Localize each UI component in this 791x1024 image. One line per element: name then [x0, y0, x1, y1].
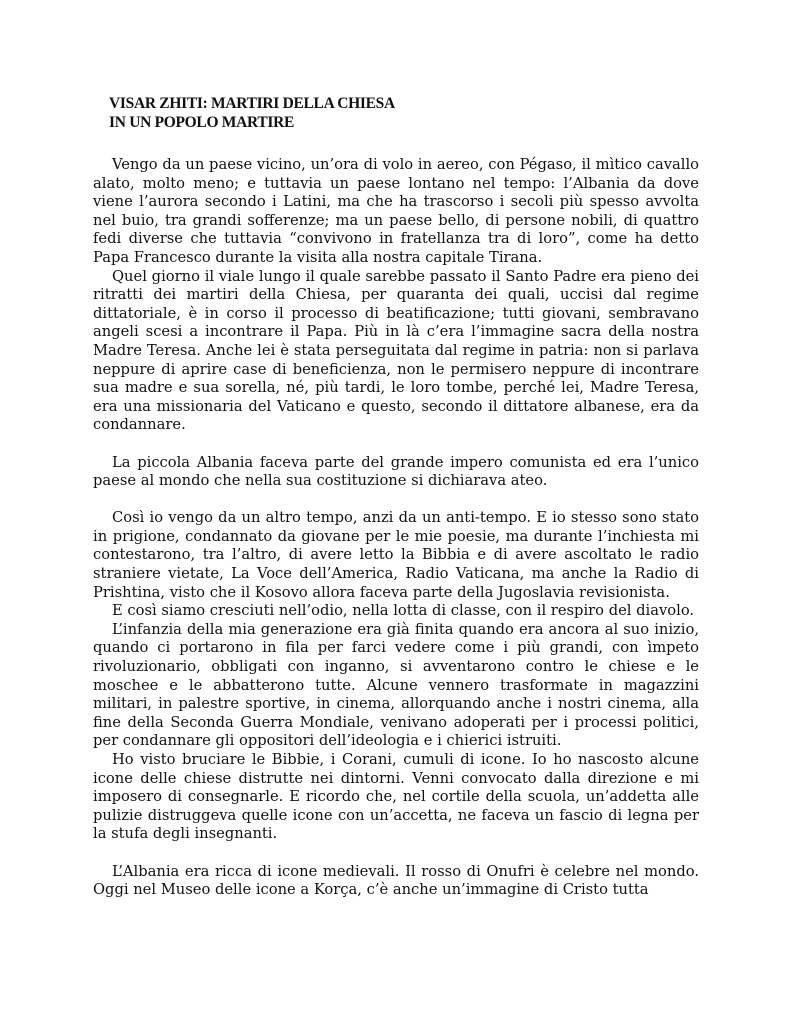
paragraph-4: Così io vengo da un altro tempo, anzi da un anti-tempo. E io stesso sono stato in prigione, condannato da giovane per le mie poesie, ma durante l’inchiesta mi contestarono, tra l’altro, di avere letto la Bibbia e di avere ascoltato le radio straniere vietate, La Voce dell’America, Radio Vaticana, ma anche la Radio di Prishtina, visto che il Kosovo allora faceva parte della Jugoslavia revisionista.: [93, 509, 699, 601]
paragraph-3: La piccola Albania faceva parte del grande impero comunista ed era l’unico paese al mondo che nella sua costituzione si dichiarava ateo.: [93, 453, 699, 490]
paragraph-7: Ho visto bruciare le Bibbie, i Corani, cumuli di icone. Io ho nascosto alcune icone delle chiese distrutte nei dintorni. Venni convocato dalla direzione e mi imposero di consegnarle. E ricordo che, nel cortile della scuola, un’addetta alle pulizie distruggeva quelle icone con un’accetta, ne faceva un fascio di legna per la stufa degli insegnanti.: [93, 751, 699, 843]
paragraph-5: E così siamo cresciuti nell’odio, nella lotta di classe, con il respiro del diavolo.: [112, 602, 695, 620]
document-title: [109, 95, 699, 132]
paragraph-2: Quel giorno il viale lungo il quale sarebbe passato il Santo Padre era pieno dei ritratti dei martiri della Chiesa, per quaranta dei quali, uccisi dal regime dittatoriale, è in corso il processo di beatificazione; tutti giovani, sembravano angeli scesi a incontrare il Papa. Più in là c’era l’immagine sacra della nostra Madre Teresa. Anche lei è stata perseguitata dal regime in patria: non si parlava neppure di aprire case di beneficienza, non le permisero neppure di incontrare sua madre e sua sorella, né, più tardi, le loro tombe, perché lei, Madre Teresa, era una missionaria del Vaticano e questo, secondo il dittatore albanese, era da condannare.: [93, 267, 699, 434]
paragraph-8: L’Albania era ricca di icone medievali. Il rosso di Onufri è celebre nel mondo. Oggi nel Museo delle icone a Korça, c’è anche un’immagine di Cristo tutta: [93, 862, 699, 899]
title-line-1: VISAR ZHITI: MARTIRI DELLA CHIESA: [109, 95, 395, 112]
title-line-2: IN UN POPOLO MARTIRE: [109, 113, 295, 131]
paragraph-1: Vengo da un paese vicino, un’ora di volo in aereo, con Pégaso, il mìtico cavallo alato, molto meno; e tuttavia un paese lontano nel tempo: l’Albania da dove viene l’aurora secondo i Latini, ma che ha trascorso i secoli più spesso avvolta nel buio, tra grandi sofferenze; ma un paese bello, di persone nobili, di quattro fedi diverse che tuttavia “convivono in fratellanza tra di loro”, come ha detto Papa Francesco durante la visita alla nostra capitale Tirana.: [93, 156, 699, 266]
document-page: [93, 95, 699, 900]
paragraph-6: L’infanzia della mia generazione era già finita quando era ancora al suo inizio, quando ci portarono in fila per farci vedere come i più grandi, con ìmpeto rivoluzionario, obbligati con inganno, si avventarono contro le chiese e le moschee e le abbatterono tutte. Alcune vennero trasformate in magazzini militari, in palestre sportive, in cinema, allorquando anche i nostri cinema, alla fine della Seconda Guerra Mondiale, venivano adoperati per i processi politici, per condannare gli oppositori dell’ideologia e i chierici istruiti.: [93, 620, 699, 750]
